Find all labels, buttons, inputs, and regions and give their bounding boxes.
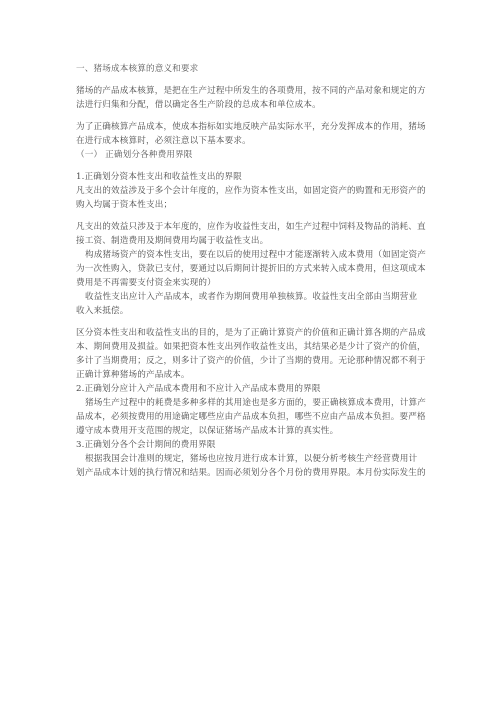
- paragraph-line: 收益性支出应计入产品成本，或者作为期间费用单独核算。收益性支出全部由当期营业: [85, 292, 418, 302]
- paragraph-line: 为一次性购入，贷款已支付，要通过以后期间计提折旧的方式来转入成本费用，但这项成本: [76, 264, 426, 274]
- paragraph-line: 遵守成本费用开支范围的规定，以保证猪场产品成本计算的真实性。: [76, 426, 339, 436]
- paragraph-line: 根据我国会计准则的规定，猪场也应按月进行成本计算，以便分析考核生产经营费用计: [85, 454, 418, 464]
- document-body: [76, 62, 430, 480]
- paragraph-line: 接工资、制造费用及期间费用均属于收益性支出。: [76, 236, 269, 246]
- paragraph-line: 凡支出的效益涉及于多个会计年度的，应作为资本性支出，如固定资产的购置和无形资产的: [76, 186, 426, 196]
- subsection-heading: （一） 正确划分各种费用界限: [76, 150, 193, 160]
- item-heading: 3.正确划分各个会计期间的费用界限: [76, 440, 216, 450]
- paragraph-line: 凡支出的效益只涉及于本年度的，应作为收益性支出，如生产过程中饲料及物品的消耗、直: [76, 222, 426, 232]
- paragraph-line: 猪场生产过程中的耗费是多种多样的其用途也是多方面的，要正确核算成本费用，计算产: [85, 398, 427, 408]
- section-heading: 一、猪场成本核算的意义和要求: [76, 64, 199, 74]
- paragraph-line: 在进行成本核算时，必须注意以下基本要求。: [76, 136, 251, 146]
- paragraph-line: 费用是不再需要支付资金来实现的）: [76, 278, 216, 288]
- paragraph-line: 划产品成本计划的执行情况和结果。因而必须划分各个月份的费用界限。本月份实际发生的: [76, 468, 426, 478]
- item-heading: 2.正确划分应计入产品成本费用和不应计入产品成本费用的界限: [76, 384, 321, 394]
- paragraph-line: 法进行归集和分配，借以确定各生产阶段的总成本和单位成本。: [76, 100, 321, 110]
- paragraph-line: 区分资本性支出和收益性支出的目的，是为了正确计算资产的价值和正确计算各期的产品成: [76, 328, 426, 338]
- item-heading: 1.正确划分资本性支出和收益性支出的界限: [76, 172, 242, 182]
- paragraph-line: 本、期间费用及损益。如果把资本性支出列作收益性支出，其结果必是少计了资产的价值，: [76, 342, 426, 352]
- paragraph-line: 品成本，必须按费用的用途确定哪些应由产品成本负担，哪些不应由产品成本负担。要严格: [76, 412, 426, 422]
- paragraph-line: 购入均属于资本性支出；: [76, 200, 173, 210]
- paragraph-line: 猪场的产品成本核算，是把在生产过程中所发生的各项费用，按不同的产品对象和规定的方: [76, 86, 426, 96]
- paragraph-line: 正确计算种猪场的产品成本。: [76, 370, 190, 380]
- paragraph-line: 多计了当期费用；反之，则多计了资产的价值，少计了当期的费用。无论那种情况都不利于: [76, 356, 426, 366]
- paragraph-line: 收入来抵偿。: [76, 306, 129, 316]
- paragraph-line: 构成猪场资产的资本性支出，要在以后的使用过程中才能逐渐转入成本费用（如固定资产: [85, 250, 427, 260]
- paragraph-line: 为了正确核算产品成本，使成本指标如实地反映产品实际水平，充分发挥成本的作用，猪场: [76, 122, 426, 132]
